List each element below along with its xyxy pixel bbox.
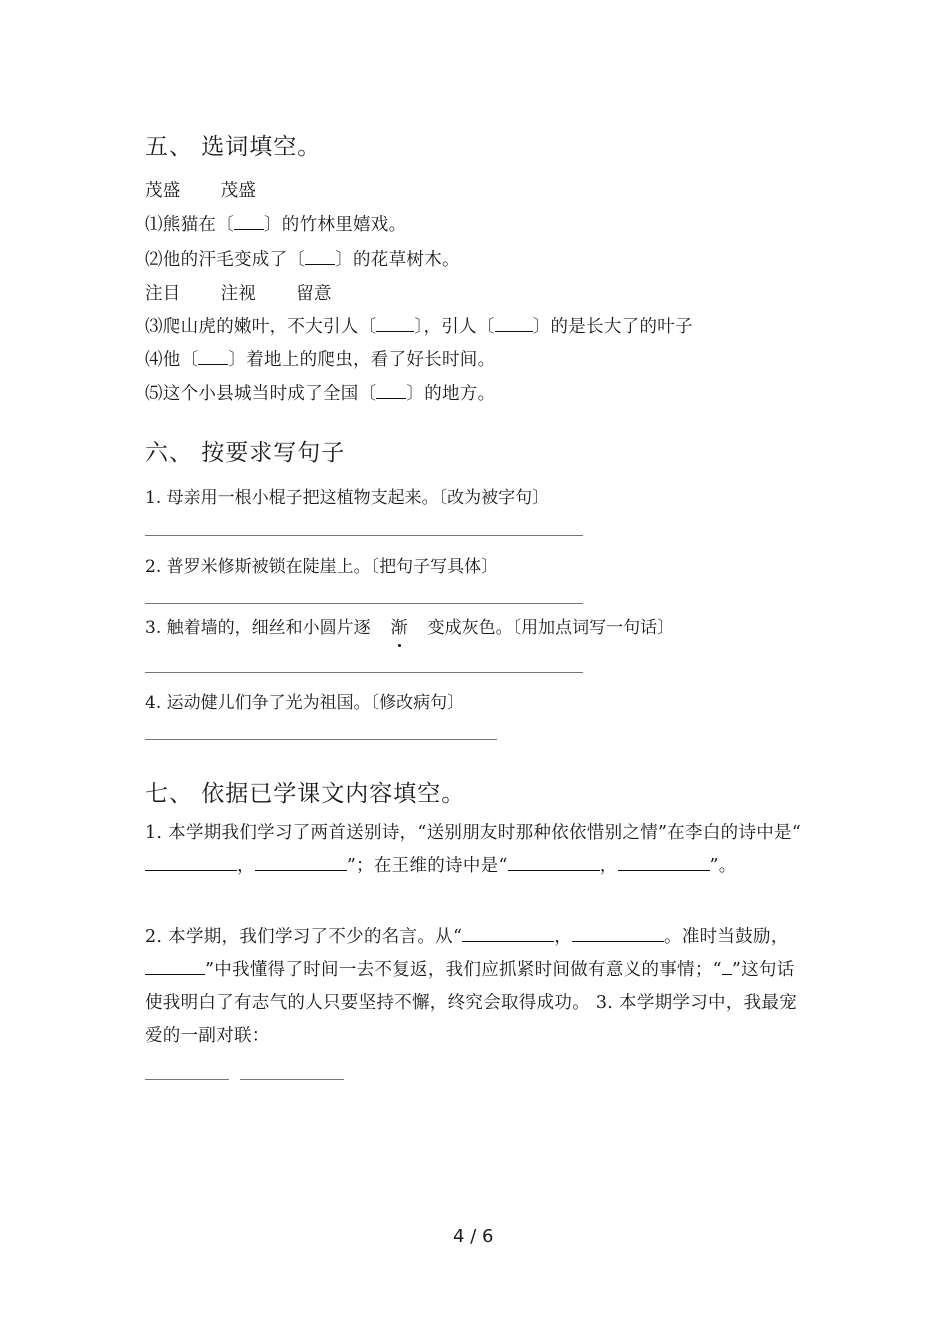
answer-line[interactable] <box>145 739 497 740</box>
answer-line[interactable] <box>145 672 583 673</box>
s7-q2-text: ”中我懂得了时间一去不复返，我们应抓紧时间做有意义的事情；“ <box>205 960 722 980</box>
fill-blank[interactable] <box>234 213 264 230</box>
s6-question-1: 1. 母亲用一根小棍子把这植物支起来。〔改为被字句〕 <box>145 488 550 508</box>
couplet-line-2[interactable] <box>240 1079 344 1080</box>
s5-question-1 <box>145 211 406 236</box>
section5-title: 五、 选词填空。 <box>145 134 322 160</box>
word-bank-2-word: 注目 <box>145 284 181 304</box>
fill-blank[interactable] <box>572 925 664 942</box>
s5-q2-text: 〕的花草树木。 <box>335 250 460 270</box>
s7-q1-text: ， <box>599 856 618 876</box>
section7-title: 七、 依据已学课文内容填空。 <box>145 781 466 807</box>
s6-q3-text: 变成灰色。〔用加点词写一句话〕 <box>427 618 675 638</box>
fill-blank[interactable] <box>145 958 205 975</box>
page-total: 6 <box>482 1226 494 1247</box>
s7-q2-text: ”这句话使我明白了有志气的人只要坚持不懈，终究会取得成功。 3. 本学期学习中，我最宠爱的一副对联： <box>145 960 798 1046</box>
s5-question-2 <box>145 246 460 271</box>
s5-q3-text: 〕的是长大了的叶子 <box>532 317 693 337</box>
dotted-word: 渐 <box>391 613 408 638</box>
s5-q5-text: ⑸这个小县城当时成了全国〔 <box>145 384 377 404</box>
fill-blank[interactable] <box>376 382 406 399</box>
section6-title: 六、 按要求写句子 <box>145 440 346 466</box>
s7-q2-text: ， <box>554 927 573 947</box>
s6-question-2: 2. 普罗米修斯被锁在陡崖上。〔把句子写具体〕 <box>145 557 499 577</box>
s5-q1-text: ⑴熊猫在〔 <box>145 215 234 235</box>
word-bank-1 <box>145 177 256 202</box>
fill-blank[interactable] <box>198 348 228 365</box>
s6-question-3 <box>145 613 674 638</box>
fill-blank[interactable] <box>618 854 710 871</box>
s7-q1-text: ， <box>237 856 255 876</box>
s5-q4-text: 〕着地上的爬虫，看了好长时间。 <box>228 350 496 370</box>
s6-question-4: 4. 运动健儿们争了光为祖国。〔修改病句〕 <box>145 693 465 713</box>
word-bank-1-word: 茂盛 <box>145 181 181 201</box>
s5-q1-text: 〕的竹林里嬉戏。 <box>264 215 407 235</box>
word-bank-2 <box>145 280 332 305</box>
s5-question-5 <box>145 380 495 405</box>
s6-q3-text: 3. 触着墙的，细丝和小圆片逐 <box>145 618 371 638</box>
fill-blank[interactable] <box>145 854 237 871</box>
s5-q4-text: ⑷他〔 <box>145 350 199 370</box>
s5-q5-text: 〕的地方。 <box>406 384 496 404</box>
s5-question-4 <box>145 346 495 371</box>
page-current: 4 <box>453 1226 465 1247</box>
s5-q2-text: ⑵他的汗毛变成了〔 <box>145 250 306 270</box>
s7-question-1 <box>145 817 810 883</box>
couplet-line-1[interactable] <box>145 1079 229 1080</box>
fill-blank[interactable] <box>722 958 732 975</box>
page-number <box>453 1226 493 1247</box>
answer-line[interactable] <box>145 603 583 604</box>
s7-q2-text: 。准时当鼓励， <box>664 927 789 947</box>
page-separator: / <box>470 1226 477 1247</box>
word-bank-1-word: 茂盛 <box>220 181 257 201</box>
s5-q3-text: ⑶爬山虎的嫩叶，不大引人〔 <box>145 317 377 337</box>
fill-blank[interactable] <box>508 854 600 871</box>
fill-blank[interactable] <box>495 315 533 332</box>
word-bank-2-word: 注视 <box>220 284 257 304</box>
fill-blank[interactable] <box>305 248 335 265</box>
answer-line[interactable] <box>145 535 583 536</box>
fill-blank[interactable] <box>462 925 554 942</box>
fill-blank[interactable] <box>255 854 347 871</box>
word-bank-2-word: 留意 <box>296 284 332 304</box>
s7-q1-text: ”；在王维的诗中是“ <box>346 856 508 876</box>
s7-q1-text: 1. 本学期我们学习了两首送别诗，“送别朋友时那种依依惜别之情”在李白的诗中是“ <box>145 823 802 843</box>
s7-q1-text: ”。 <box>709 856 737 876</box>
s5-q3-text: 〕，引人〔 <box>414 317 495 337</box>
s5-question-3 <box>145 313 693 338</box>
s7-question-2 <box>145 921 810 1053</box>
s7-q2-text: 2. 本学期，我们学习了不少的名言。从“ <box>145 927 463 947</box>
fill-blank[interactable] <box>376 315 414 332</box>
